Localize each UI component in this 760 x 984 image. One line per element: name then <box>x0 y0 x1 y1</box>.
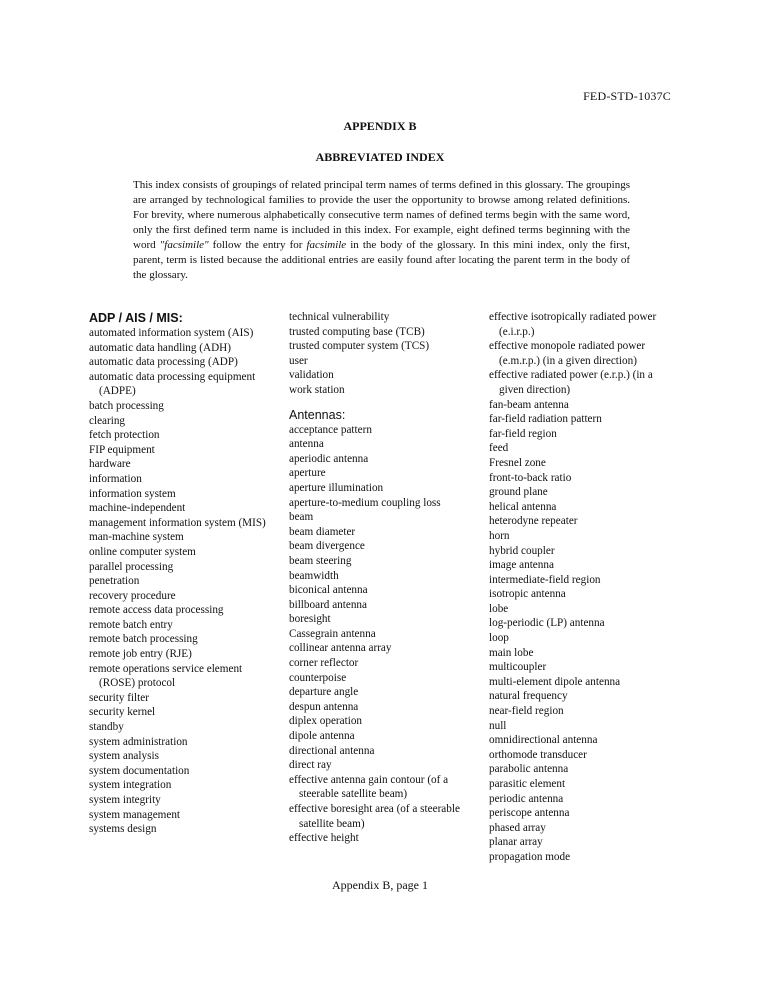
index-term: ground plane <box>489 486 548 499</box>
index-term: beam divergence <box>289 540 365 553</box>
term-list-col3 <box>489 310 679 865</box>
index-term: departure angle <box>289 686 359 699</box>
index-term: security kernel <box>89 706 156 719</box>
index-term: fan-beam antenna <box>489 398 569 411</box>
intro-paragraph <box>133 178 630 283</box>
index-term: diplex operation <box>289 715 363 728</box>
index-term: isotropic antenna <box>489 588 566 601</box>
index-term: effective isotropically radiated power (e.i.r.p.) <box>489 311 657 338</box>
index-term: system integrity <box>89 794 161 806</box>
index-term: information <box>89 472 142 485</box>
index-term: periscope antenna <box>489 807 570 820</box>
index-term: trusted computing base (TCB) <box>289 325 425 338</box>
index-term: phased array <box>489 821 546 834</box>
index-term: collinear antenna array <box>289 642 392 655</box>
index-term: batch processing <box>89 399 164 412</box>
index-term: image antenna <box>489 559 554 572</box>
index-term: FIP equipment <box>89 443 155 456</box>
index-term: aperiodic antenna <box>289 452 369 465</box>
index-term: hardware <box>89 458 131 471</box>
index-term: information system <box>89 487 176 500</box>
index-term: system documentation <box>89 764 190 777</box>
index-term: penetration <box>89 575 140 588</box>
document-id: FED-STD-1037C <box>583 89 671 103</box>
index-term: parabolic antenna <box>489 763 569 776</box>
index-term: Fresnel zone <box>489 456 546 469</box>
index-term: antenna <box>289 438 324 451</box>
index-term: boresight <box>289 613 331 626</box>
index-term: helical antenna <box>489 500 557 513</box>
index-term: corner reflector <box>289 657 359 670</box>
index-title: ABBREVIATED INDEX <box>315 150 445 164</box>
index-term: automated information system (AIS) <box>89 327 254 339</box>
index-term: aperture <box>289 467 326 480</box>
index-term: log-periodic (LP) antenna <box>489 617 605 630</box>
section-heading-antennas: Antennas: <box>289 407 346 422</box>
index-term: directional antenna <box>289 744 375 757</box>
index-term: fetch protection <box>89 429 160 442</box>
page-footer: Appendix B, page 1 <box>332 878 428 892</box>
index-term: aperture-to-medium coupling loss <box>289 496 441 509</box>
intro-facsimile: facsimile <box>306 239 347 251</box>
index-term: automatic data processing (ADP) <box>89 356 238 369</box>
index-term: hybrid coupler <box>489 544 555 557</box>
index-term: user <box>289 354 308 367</box>
index-term: system analysis <box>89 750 159 763</box>
index-term: online computer system <box>89 545 196 558</box>
section-spacer <box>289 398 479 407</box>
index-term: machine-independent <box>89 502 186 515</box>
appendix-title: APPENDIX B <box>343 119 417 133</box>
index-term: technical vulnerability <box>289 311 390 323</box>
index-column-2 <box>289 310 479 846</box>
index-term: dipole antenna <box>289 730 355 743</box>
index-term: null <box>489 719 507 732</box>
index-term: despun antenna <box>289 700 359 713</box>
index-term: orthomode transducer <box>489 748 587 761</box>
index-term: near-field region <box>489 705 564 718</box>
index-term: beam steering <box>289 554 352 567</box>
index-term: effective antenna gain contour (of a steerable satellite beam) <box>289 773 449 801</box>
index-term: systems design <box>89 823 157 836</box>
index-term: system integration <box>89 779 172 792</box>
index-term: effective boresight area (of a steerable satellite beam) <box>289 803 460 830</box>
term-list-col1 <box>89 326 279 837</box>
index-term: beam <box>289 511 314 524</box>
index-term: effective height <box>289 832 359 845</box>
index-term: acceptance pattern <box>289 423 372 436</box>
index-term: effective monopole radiated power (e.m.r.p.) (in a given direction) <box>489 340 646 367</box>
index-term: lobe <box>489 602 509 615</box>
index-term: remote access data processing <box>89 604 224 617</box>
index-term: management information system (MIS) <box>89 516 266 529</box>
index-term: direct ray <box>289 759 332 772</box>
index-term: clearing <box>89 414 126 427</box>
index-term: man-machine system <box>89 531 184 544</box>
section-heading-adp-ais-mis: ADP / AIS / MIS: <box>89 311 183 325</box>
term-list-col2-top <box>289 310 479 398</box>
index-column-3 <box>489 310 679 865</box>
index-term: natural frequency <box>489 690 568 703</box>
index-term: validation <box>289 369 334 382</box>
index-term: system administration <box>89 735 188 748</box>
index-term: parallel processing <box>89 560 174 573</box>
index-term: remote batch processing <box>89 633 198 646</box>
index-term: multicoupler <box>489 661 547 674</box>
term-list-col2 <box>289 423 479 846</box>
intro-facsimile-quoted: "facsimile" <box>159 239 209 251</box>
index-term: front-to-back ratio <box>489 471 572 484</box>
index-term: parasitic element <box>489 778 566 790</box>
index-term: aperture illumination <box>289 481 384 494</box>
index-term: billboard antenna <box>289 598 367 611</box>
intro-text-part3: in the body of the glossary. In this mini index, only the first, parent, term is listed because the additional entries are easily found after locating the parent term in the body of the glossary. <box>133 239 631 281</box>
index-term: Cassegrain antenna <box>289 627 376 640</box>
index-term: biconical antenna <box>289 584 368 597</box>
index-term: automatic data processing equipment (ADPE) <box>89 370 256 398</box>
index-term: recovery procedure <box>89 589 176 602</box>
intro-text-part1: This index consists of groupings of related principal term names of terms defined in this glossary. The groupings are arranged by technological families to provide the user the opportunity to browse among related definitions. For brevity, where numerous alphabetically consecutive term names of defined terms begin with the same word, only the first defined term name is included in this index. For example, eight defined terms beginning with the word <box>133 179 630 251</box>
index-term: heterodyne repeater <box>489 515 578 528</box>
index-term: effective radiated power (e.r.p.) (in a given direction) <box>489 369 653 396</box>
index-term: main lobe <box>489 646 534 659</box>
index-term: far-field radiation pattern <box>489 413 602 426</box>
index-term: trusted computer system (TCS) <box>289 340 430 353</box>
index-column-1 <box>89 310 279 837</box>
index-term: work station <box>289 383 345 396</box>
intro-text-part2: follow the entry for <box>208 239 307 251</box>
index-term: propagation mode <box>489 850 571 863</box>
index-term: horn <box>489 529 510 542</box>
index-term: remote job entry (RJE) <box>89 648 192 661</box>
index-term: automatic data handling (ADH) <box>89 341 231 354</box>
index-term: far-field region <box>489 427 557 440</box>
index-term: multi-element dipole antenna <box>489 675 621 688</box>
index-term: periodic antenna <box>489 792 564 805</box>
index-term: planar array <box>489 836 543 849</box>
index-term: remote batch entry <box>89 618 173 631</box>
index-term: intermediate-field region <box>489 573 601 586</box>
index-term: loop <box>489 632 509 645</box>
index-term: beam diameter <box>289 525 356 538</box>
index-term: feed <box>489 442 509 455</box>
index-term: omnidirectional antenna <box>489 734 598 747</box>
index-term: beamwidth <box>289 569 339 582</box>
index-term: standby <box>89 721 124 734</box>
index-term: system management <box>89 808 181 821</box>
index-term: security filter <box>89 691 149 704</box>
index-term: counterpoise <box>289 671 347 684</box>
index-term: remote operations service element (ROSE) protocol <box>89 662 243 690</box>
